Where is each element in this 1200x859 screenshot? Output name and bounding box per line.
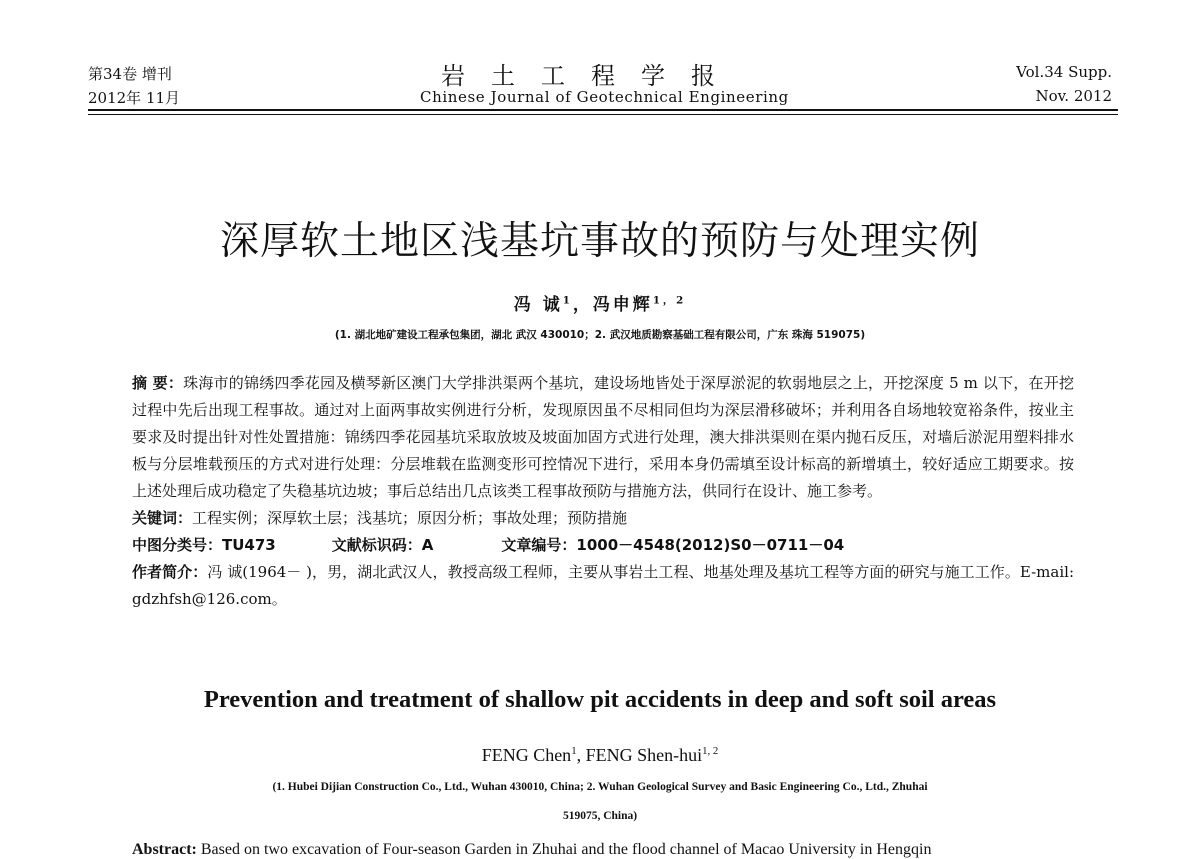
author-2-affil-mark: 1，2 (652, 294, 687, 307)
author-bio-label: 作者简介： (132, 563, 208, 581)
abstract-cn-block (132, 370, 1074, 613)
author-2-en: FENG Shen-hui (585, 745, 703, 765)
authors-en (0, 745, 1200, 766)
clc-label: 中图分类号： (132, 536, 223, 554)
author-separator: ， (572, 295, 593, 315)
author-2-en-affil-mark: 1, 2 (702, 745, 719, 757)
abstract-cn-label: 摘 要： (132, 374, 184, 392)
header-rule-thin (88, 114, 1118, 115)
author-1-en-affil-mark: 1 (571, 745, 577, 757)
author-1-affil-mark: 1 (562, 294, 573, 307)
author-2-cn: 冯申辉 (592, 295, 653, 315)
author-en-separator: , (576, 745, 586, 765)
paper-title-cn: 深厚软土地区浅基坑事故的预防与处理实例 (219, 219, 980, 264)
doc-code-label: 文献标识码： (331, 536, 422, 554)
abstract-en-label: Abstract: (132, 841, 197, 858)
journal-title-cn: 岩土工程学报 (441, 62, 741, 90)
doc-code-value: A (421, 536, 434, 554)
keywords-cn-text: 工程实例；深厚软土层；浅基坑；原因分析；事故处理；预防措施 (192, 509, 628, 527)
publication-date: 2012年 11月 (88, 89, 181, 107)
journal-title-en: Chinese Journal of Geotechnical Engineering (420, 88, 789, 106)
affiliation-cn: (1. 湖北地矿建设工程承包集团，湖北 武汉 430010；2. 武汉地质勘察基础工程有限公司，广东 珠海 519075) (334, 329, 866, 341)
author-bio (132, 559, 1074, 613)
article-number-value: 1000－4548(2012)S0－0711－04 (576, 536, 845, 554)
author-1-cn: 冯 诚 (513, 295, 563, 315)
clc-value: TU473 (222, 536, 276, 554)
abstract-cn (132, 370, 1074, 505)
article-number-label: 文章编号： (501, 536, 577, 554)
header-rule-thick (88, 109, 1118, 111)
classification-line (132, 532, 1074, 559)
affiliation-en-line1: (1. Hubei Dijian Construction Co., Ltd., Wuhan 430010, China; 2. Wuhan Geological Survey and Basic Engineering Co., Ltd., Zhuhai (272, 781, 928, 793)
volume-en: Vol.34 Supp. (1016, 63, 1112, 81)
abstract-en (132, 841, 931, 859)
volume-issue: 第34卷 增刊 (88, 65, 172, 83)
keywords-cn-label: 关键词： (132, 509, 193, 527)
author-1-en: FENG Chen (481, 745, 572, 765)
affiliation-en-line2: 519075, China) (562, 810, 638, 822)
paper-title-en: Prevention and treatment of shallow pit accidents in deep and soft soil areas (203, 686, 997, 713)
abstract-cn-text: 珠海市的锦绣四季花园及横琴新区澳门大学排洪渠两个基坑，建设场地皆处于深厚淤泥的软弱地层之上，开挖深度 5 m 以下，在开挖过程中先后出现工程事故。通过对上面两事故实例进行分析，发现原因虽不尽相同但均为深层滑移破坏；并利用各自场地较宽裕条件，按业主要求及时提出针对性处置措施：锦绣四季花园基坑采取放坡及坡面加固方式进行处理，澳大排洪渠则在渠内抛石反压，对墙后淤泥用塑料排水板与分层堆载预压的方式对进行处理：分层堆载在监测变形可控情况下进行，采用本身仍需填至设计标高的新增填土，较好适应工期要求。按上述处理后成功稳定了失稳基坑边坡；事后总结出几点该类工程事故预防与措施方法，供同行在设计、施工参考。 (132, 374, 1074, 500)
abstract-en-text: Based on two excavation of Four-season Garden in Zhuhai and the flood channel of Macao University in Hengqin (196, 841, 932, 858)
authors-cn (0, 290, 1200, 315)
author-bio-text: 冯 诚(1964－ )，男，湖北武汉人，教授高级工程师，主要从事岩土工程、地基处理及基坑工程等方面的研究与施工工作。E-mail: gdzhfsh@126.com。 (132, 563, 1074, 608)
date-en: Nov. 2012 (1035, 87, 1112, 105)
keywords-cn (132, 505, 1074, 532)
